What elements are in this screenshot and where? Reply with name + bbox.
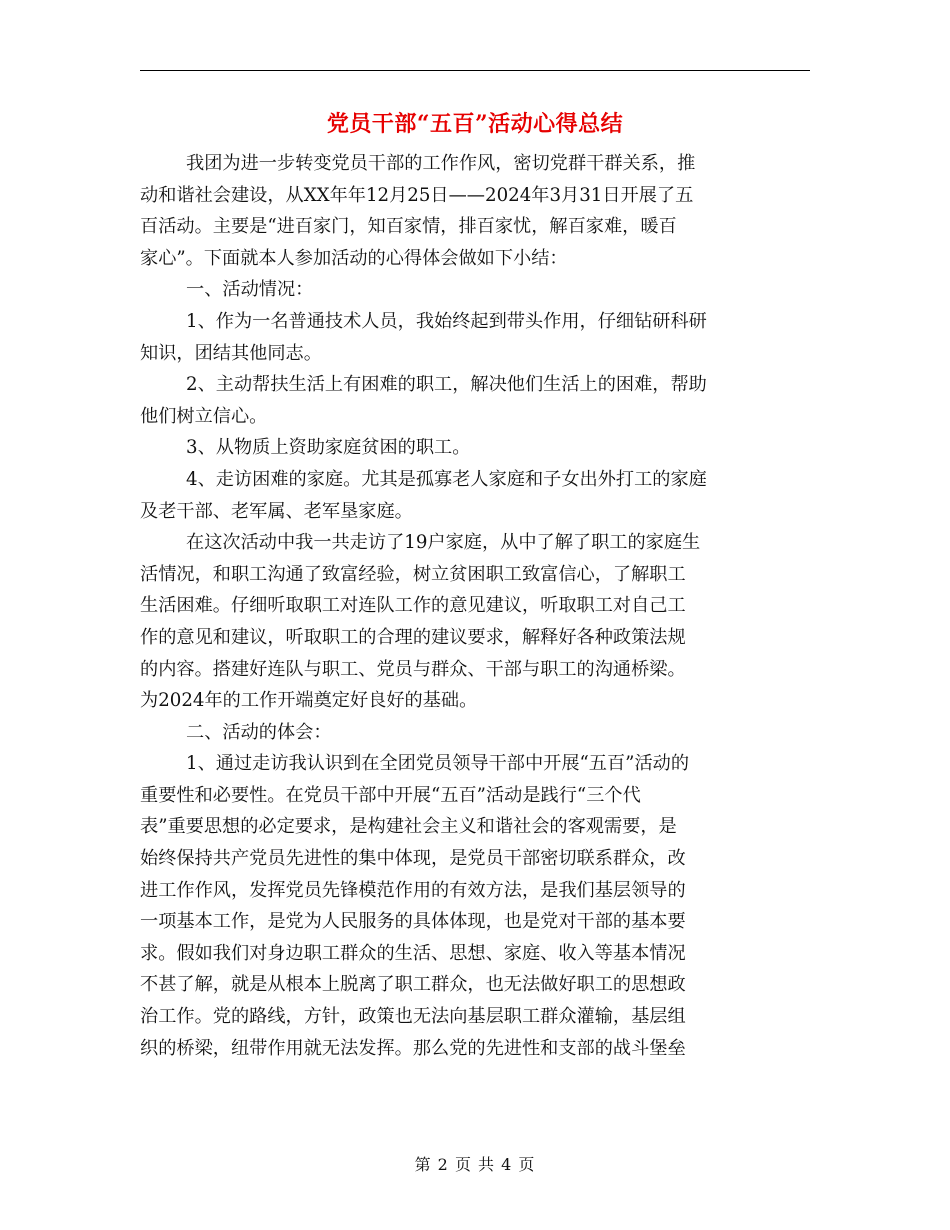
body-line: 重要性和必要性。在党员干部中开展“五百”活动是践行“三个代	[140, 784, 641, 806]
body-line: 3、从物质上资助家庭贫困的职工。	[186, 437, 471, 459]
page-footer: 第 2 页 共 4 页	[414, 1155, 536, 1174]
document-body	[140, 148, 810, 1064]
section-heading: 一、活动情况：	[186, 279, 314, 301]
body-line: 始终保持共产党员先进性的集中体现，是党员干部密切联系群众，改	[140, 848, 686, 870]
body-line: 1、作为一名普通技术人员，我始终起到带头作用，仔细钻研科研	[186, 310, 707, 332]
body-line: 家心”。下面就本人参加活动的心得体会做如下小结：	[140, 247, 568, 269]
body-line: 4、走访困难的家庭。尤其是孤寡老人家庭和子女出外打工的家庭	[186, 468, 707, 490]
body-line: 我团为进一步转变党员干部的工作作风，密切党群干群关系，推	[186, 153, 696, 174]
body-line: 作的意见和建议，听取职工的合理的建议要求，解释好各种政策法规	[140, 626, 686, 648]
body-line: 的内容。搭建好连队与职工、党员与群众、干部与职工的沟通桥梁。	[140, 658, 686, 680]
body-line: 及老干部、老军属、老军垦家庭。	[140, 500, 413, 522]
body-line: 他们树立信心。	[140, 405, 268, 427]
body-line: 1、通过走访我认识到在全团党员领导干部中开展“五百”活动的	[186, 753, 690, 775]
section-heading: 二、活动的体会：	[186, 721, 332, 743]
body-line: 动和谐社会建设，从XX年年12月25日——2024年3月31日开展了五	[140, 184, 694, 206]
body-line: 生活困难。仔细听取职工对连队工作的意见建议，听取职工对自己工	[140, 595, 686, 617]
body-line: 一项基本工作，是党为人民服务的具体体现，也是党对干部的基本要	[140, 911, 686, 933]
body-line: 活情况，和职工沟通了致富经验，树立贫困职工致富信心，了解职工	[140, 563, 686, 585]
body-line: 2、主动帮扶生活上有困难的职工，解决他们生活上的困难，帮助	[186, 374, 707, 396]
body-line: 织的桥梁，纽带作用就无法发挥。那么党的先进性和支部的战斗堡垒	[140, 1037, 686, 1059]
body-line: 知识，团结其他同志。	[140, 342, 322, 364]
document-title: 党员干部“五百”活动心得总结	[326, 111, 624, 137]
body-line: 百活动。主要是“进百家门，知百家情，排百家忧，解百家难，暖百	[140, 216, 677, 238]
body-line: 治工作。党的路线，方针，政策也无法向基层职工群众灌输，基层组	[140, 1006, 686, 1028]
body-line: 为2024年的工作开端奠定好良好的基础。	[140, 690, 478, 712]
header-rule	[140, 70, 810, 71]
body-line: 在这次活动中我一共走访了19户家庭，从中了解了职工的家庭生	[186, 532, 701, 554]
body-line: 进工作作风，发挥党员先锋模范作用的有效方法，是我们基层领导的	[140, 879, 686, 901]
body-line: 表”重要思想的必定要求，是构建社会主义和谐社会的客观需要，是	[140, 816, 677, 838]
body-line: 不甚了解，就是从根本上脱离了职工群众，也无法做好职工的思想政	[140, 974, 686, 996]
body-line: 求。假如我们对身边职工群众的生活、思想、家庭、收入等基本情况	[140, 942, 686, 964]
